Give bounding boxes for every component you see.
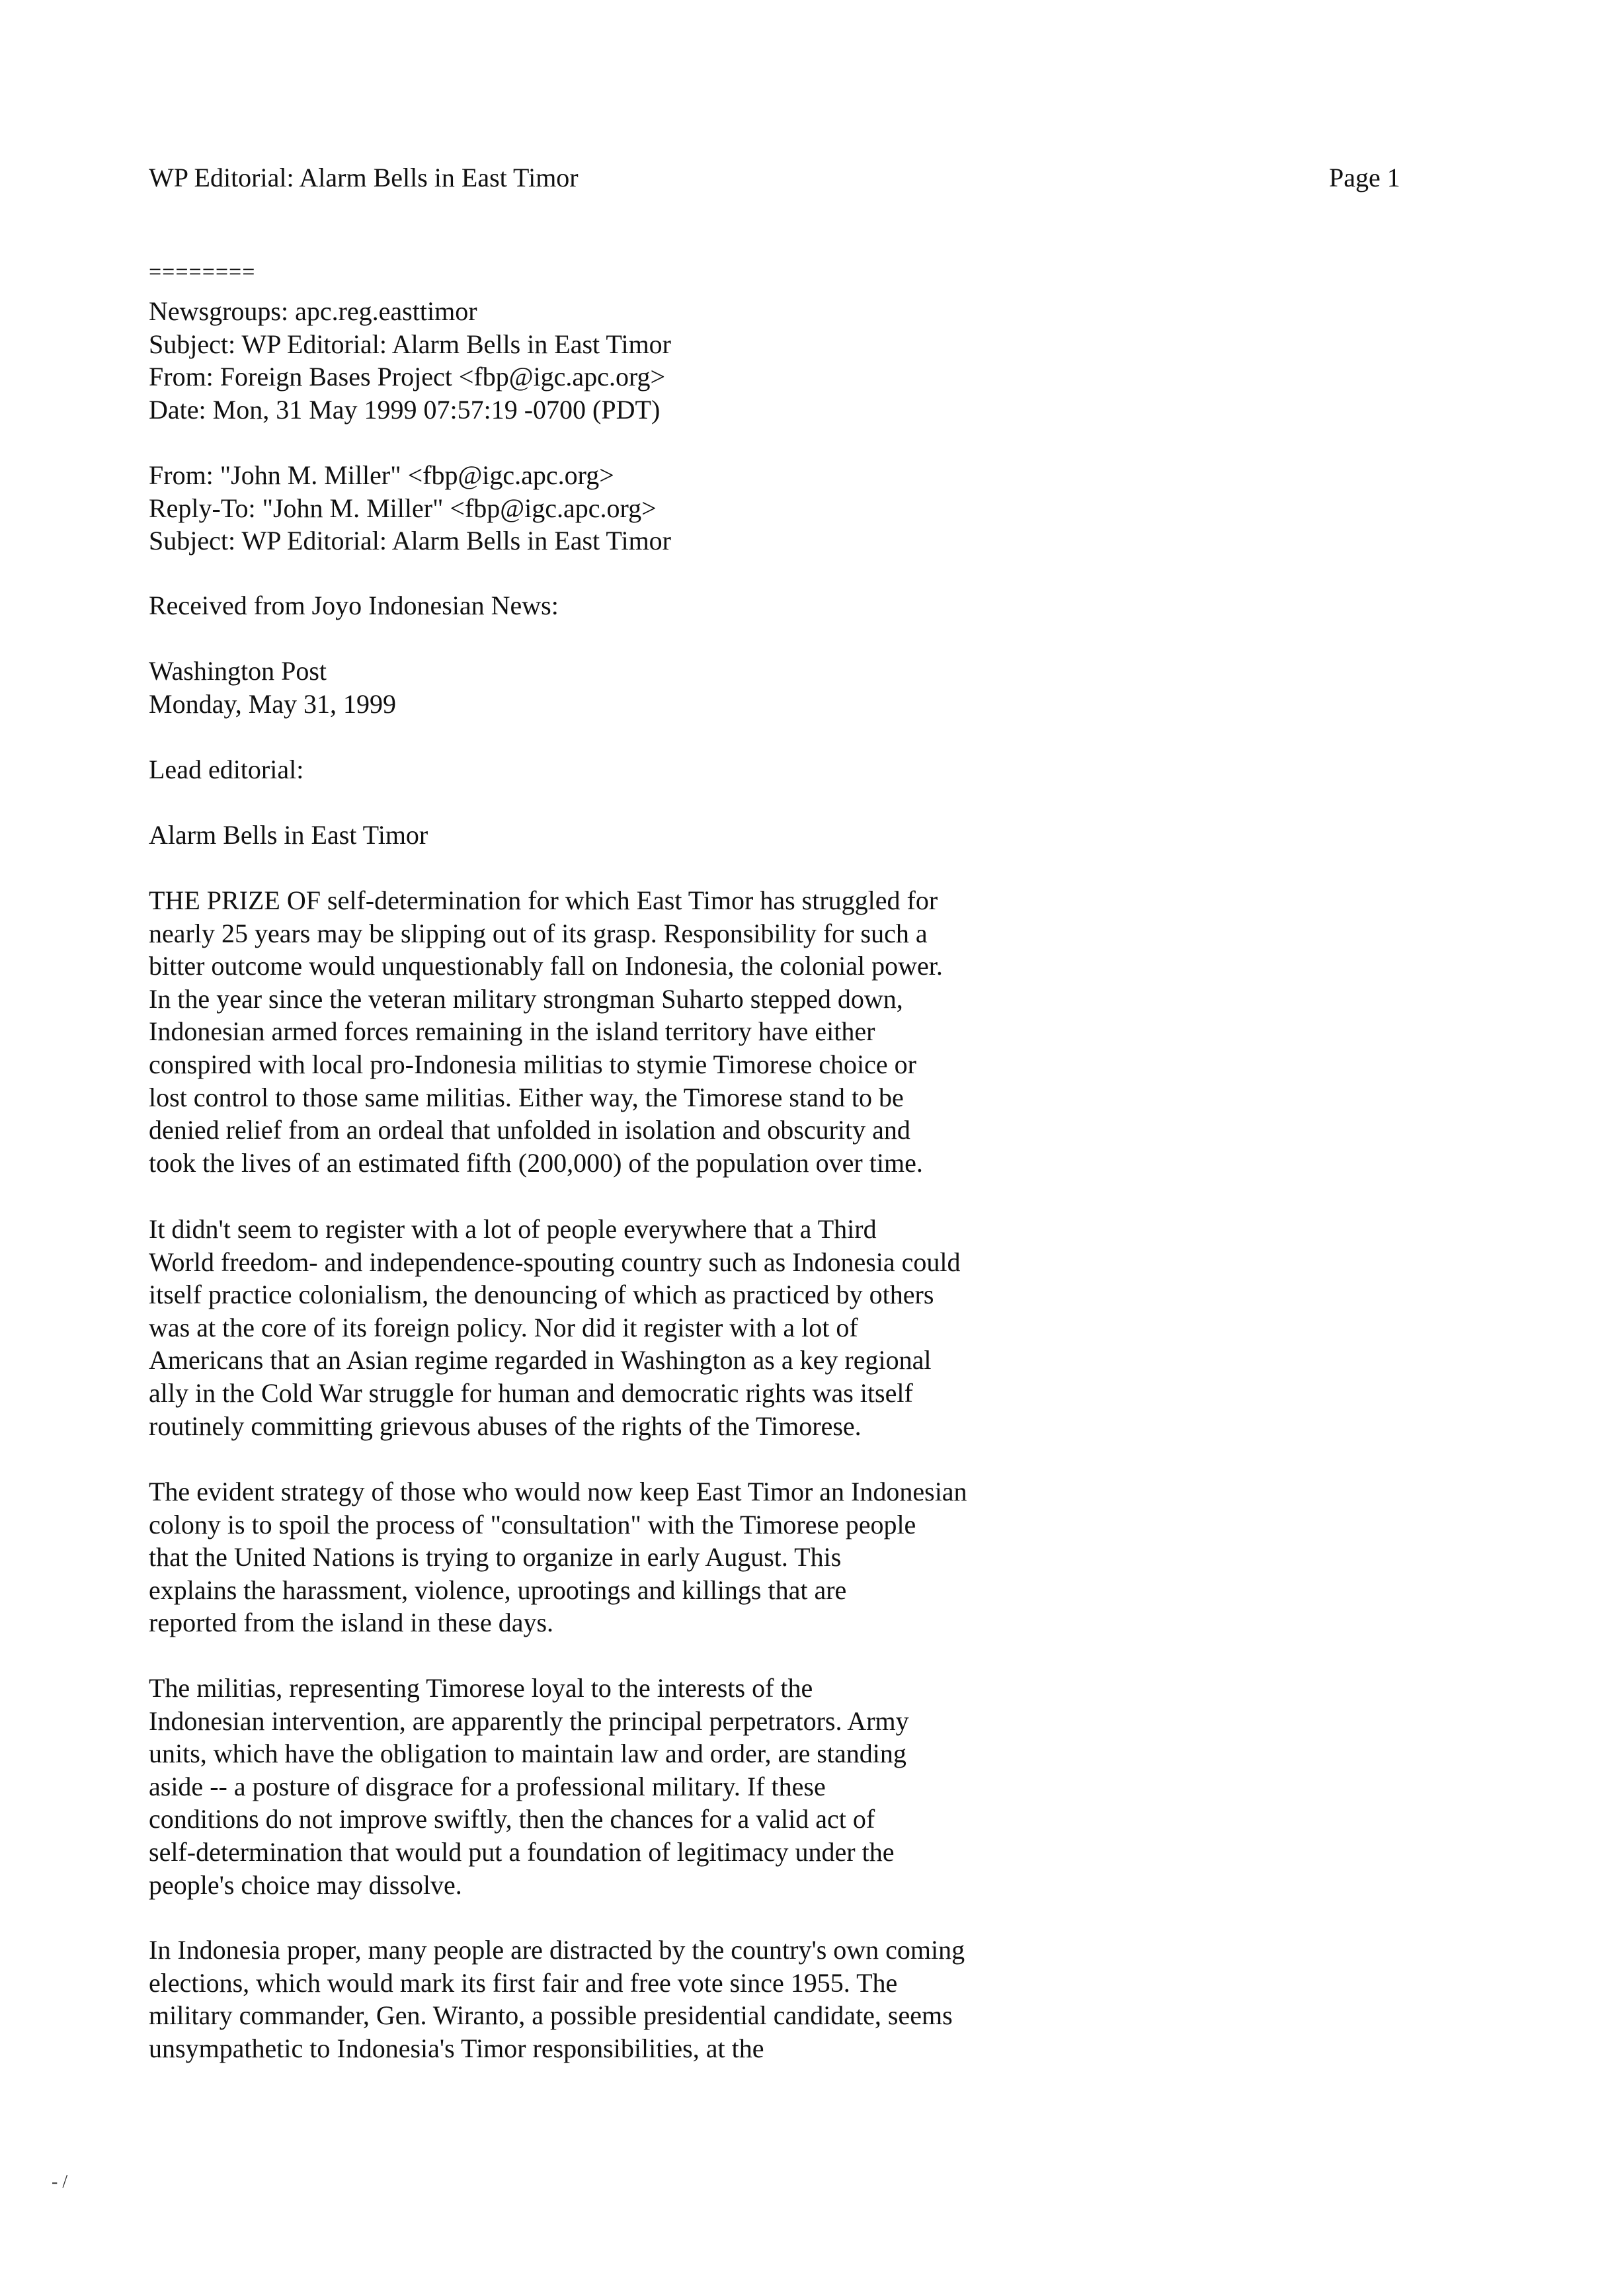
forward-headers (149, 459, 1074, 557)
paragraph-line: nearly 25 years may be slipping out of its grasp. Responsibility for such a (149, 918, 928, 948)
header-line: Newsgroups: apc.reg.easttimor (149, 296, 477, 326)
publication-date: Monday, May 31, 1999 (149, 688, 397, 719)
paragraph-line: Indonesian armed forces remaining in the island territory have either (149, 1016, 875, 1047)
paragraph-line: itself practice colonialism, the denouncing of which as practiced by others (149, 1280, 934, 1310)
paragraph-line: routinely committing grievous abuses of the rights of the Timorese. (149, 1411, 862, 1441)
paragraph-line: units, which have the obligation to maintain law and order, are standing (149, 1739, 906, 1769)
paragraph-line: colony is to spoil the process of "consultation" with the Timorese people (149, 1509, 916, 1539)
paragraph-line: that the United Nations is trying to organize in early August. This (149, 1542, 842, 1573)
paragraph-line: self-determination that would put a foundation of legitimacy under the (149, 1836, 895, 1867)
paragraph-line: conspired with local pro-Indonesia militias to stymie Timorese choice or (149, 1049, 916, 1079)
paragraph-line: aside -- a posture of disgrace for a professional military. If these (149, 1771, 826, 1801)
header-line: Reply-To: "John M. Miller" <fbp@igc.apc.org> (149, 493, 657, 523)
paragraph-line: ally in the Cold War struggle for human and democratic rights was itself (149, 1377, 913, 1408)
received-line: Received from Joyo Indonesian News: (149, 591, 559, 620)
paragraph-line: Americans that an Asian regime regarded in Washington as a key regional (149, 1345, 932, 1375)
page-number: Page 1 (1329, 163, 1400, 192)
paragraph-line: elections, which would mark its first fair and free vote since 1955. The (149, 1967, 898, 1998)
header-line: Date: Mon, 31 May 1999 07:57:19 -0700 (PDT) (149, 394, 661, 425)
paragraph-1 (149, 884, 1074, 1179)
newsgroup-headers (149, 295, 1074, 426)
paragraph-line: was at the core of its foreign policy. Nor did it register with a lot of (149, 1312, 858, 1342)
paragraph-2 (149, 1213, 1074, 1442)
header-title: WP Editorial: Alarm Bells in East Timor (149, 163, 579, 192)
separator-line: ======== (149, 260, 256, 284)
scan-mark: - / (52, 2172, 68, 2192)
paragraph-line: The evident strategy of those who would now keep East Timor an Indonesian (149, 1477, 967, 1506)
publication-name: Washington Post (149, 656, 327, 686)
section-label-text: Lead editorial: (149, 755, 304, 784)
header-line: From: "John M. Miller" <fbp@igc.apc.org> (149, 460, 614, 490)
paragraph-line: It didn't seem to register with a lot of people everywhere that a Third (149, 1214, 877, 1244)
header-line: From: Foreign Bases Project <fbp@igc.apc.org> (149, 362, 666, 392)
paragraph-line: denied relief from an ordeal that unfolded in isolation and obscurity and (149, 1115, 910, 1145)
paragraph-line: unsympathetic to Indonesia's Timor responsibilities, at the (149, 2033, 764, 2063)
article-title-text: Alarm Bells in East Timor (149, 820, 428, 850)
paragraph-line: Indonesian intervention, are apparently the principal perpetrators. Army (149, 1705, 909, 1736)
paragraph-line: In the year since the veteran military strongman Suharto stepped down, (149, 983, 903, 1014)
paragraph-line: lost control to those same militias. Either way, the Timorese stand to be (149, 1082, 904, 1112)
paragraph-5 (149, 1934, 1074, 2065)
section-label (149, 753, 1074, 786)
article-title (149, 819, 1074, 852)
paragraph-line: took the lives of an estimated fifth (200,000) of the population over time. (149, 1147, 923, 1178)
paragraph-line: explains the harassment, violence, uprootings and killings that are (149, 1575, 847, 1605)
header-line: Subject: WP Editorial: Alarm Bells in East Timor (149, 329, 671, 359)
received-note (149, 589, 1074, 622)
header-line: Subject: WP Editorial: Alarm Bells in East Timor (149, 526, 671, 556)
paragraph-3 (149, 1475, 1074, 1639)
paragraph-line: THE PRIZE OF self-determination for which East Timor has struggled for (149, 885, 938, 915)
publication-info (149, 655, 1074, 720)
paragraph-line: World freedom- and independence-spouting country such as Indonesia could (149, 1247, 961, 1277)
paragraph-line: bitter outcome would unquestionably fall on Indonesia, the colonial power. (149, 951, 943, 981)
paragraph-line: military commander, Gen. Wiranto, a possible presidential candidate, seems (149, 2000, 953, 2031)
paragraph-line: people's choice may dissolve. (149, 1869, 462, 1900)
paragraph-line: conditions do not improve swiftly, then the chances for a valid act of (149, 1804, 875, 1834)
paragraph-line: In Indonesia proper, many people are distracted by the country's own coming (149, 1935, 965, 1965)
paragraph-line: The militias, representing Timorese loyal to the interests of the (149, 1673, 813, 1703)
paragraph-line: reported from the island in these days. (149, 1608, 554, 1638)
paragraph-4 (149, 1672, 1074, 1901)
